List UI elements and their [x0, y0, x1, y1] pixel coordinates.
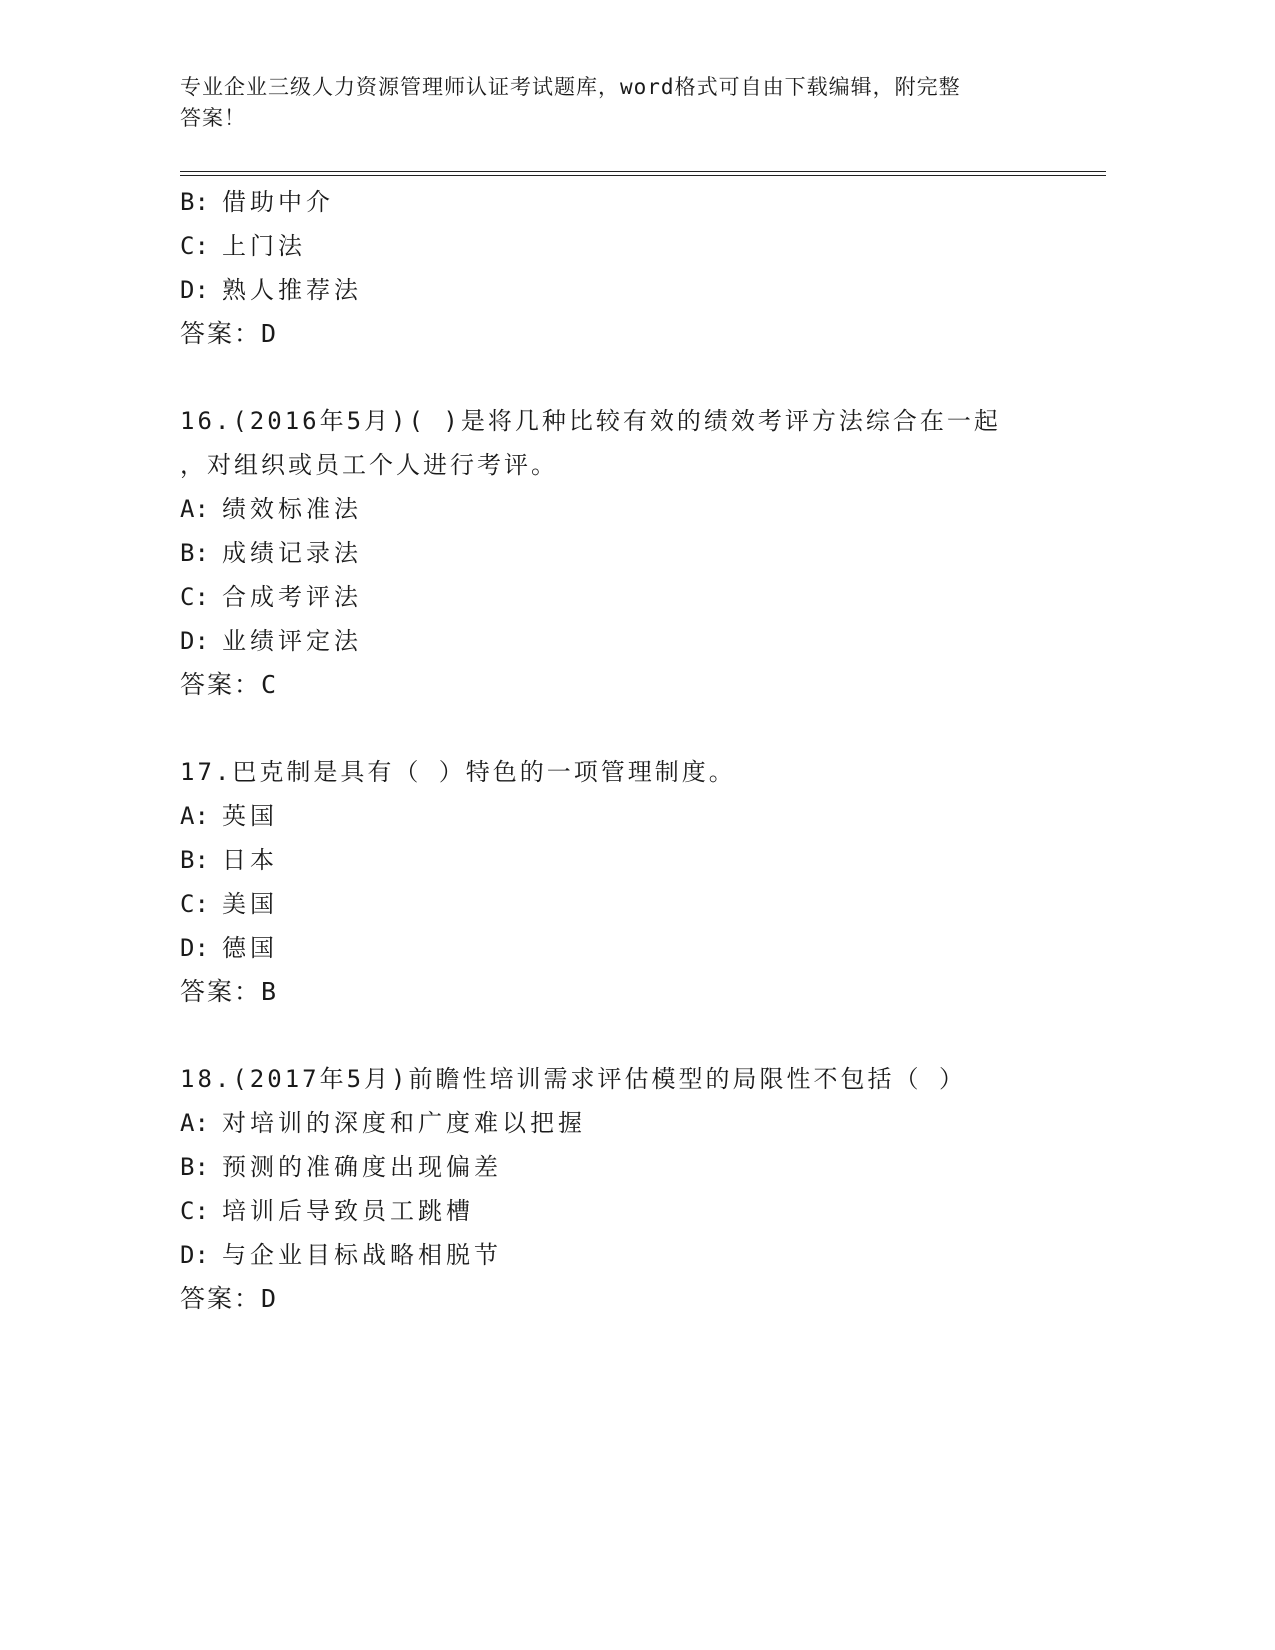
- option-a: [180, 487, 1080, 531]
- spacer: [180, 707, 1080, 750]
- answer-line: 答案：D: [180, 1284, 279, 1313]
- option-text: 业绩评定法: [222, 627, 362, 655]
- option-label: D:: [180, 934, 209, 962]
- option-c: [180, 575, 1080, 619]
- option-text: 日本: [222, 846, 278, 874]
- option-text: 合成考评法: [222, 583, 362, 611]
- option-a: [180, 1101, 1080, 1145]
- page-header: [180, 72, 1040, 134]
- option-b: [180, 838, 1080, 882]
- option-b: [180, 1145, 1080, 1189]
- option-text: 德国: [222, 934, 278, 962]
- question-stem-line: 16.(2016年5月)( )是将几种比较有效的绩效考评方法综合在一起: [180, 407, 1001, 435]
- question-stem-line: 17.巴克制是具有（ ）特色的一项管理制度。: [180, 758, 736, 786]
- option-d: [180, 268, 1080, 312]
- option-label: B:: [180, 1153, 209, 1181]
- question-17: [180, 750, 1080, 1014]
- option-b: [180, 180, 1080, 224]
- option-text: 绩效标准法: [222, 495, 362, 523]
- header-divider: [180, 171, 1106, 176]
- option-c: [180, 1189, 1080, 1233]
- option-text: 英国: [222, 802, 278, 830]
- option-text: 美国: [222, 890, 278, 918]
- option-label: B:: [180, 188, 209, 216]
- option-text: 预测的准确度出现偏差: [222, 1153, 502, 1181]
- question-16: [180, 399, 1080, 707]
- option-label: B:: [180, 539, 209, 567]
- answer-line: 答案：C: [180, 670, 279, 699]
- option-label: C:: [180, 232, 209, 260]
- question-stem-line: 18.(2017年5月)前瞻性培训需求评估模型的局限性不包括（ ）: [180, 1065, 966, 1093]
- option-d: [180, 619, 1080, 663]
- option-label: A:: [180, 1109, 209, 1137]
- option-label: D:: [180, 276, 209, 304]
- option-b: [180, 531, 1080, 575]
- option-c: [180, 882, 1080, 926]
- option-d: [180, 926, 1080, 970]
- option-text: 与企业目标战略相脱节: [222, 1241, 502, 1269]
- spacer: [180, 1014, 1080, 1057]
- option-d: [180, 1233, 1080, 1277]
- option-text: 上门法: [222, 232, 306, 260]
- question-18: [180, 1057, 1080, 1321]
- option-c: [180, 224, 1080, 268]
- option-label: A:: [180, 802, 209, 830]
- answer-line: 答案：B: [180, 977, 279, 1006]
- question-content: [180, 180, 1080, 1321]
- spacer: [180, 356, 1080, 399]
- option-label: C:: [180, 890, 209, 918]
- option-text: 熟人推荐法: [222, 276, 362, 304]
- option-text: 成绩记录法: [222, 539, 362, 567]
- answer-line: 答案：D: [180, 319, 279, 348]
- option-text: 借助中介: [222, 188, 334, 216]
- option-label: D:: [180, 627, 209, 655]
- option-label: B:: [180, 846, 209, 874]
- option-text: 对培训的深度和广度难以把握: [222, 1109, 586, 1137]
- option-a: [180, 794, 1080, 838]
- header-line-1: 专业企业三级人力资源管理师认证考试题库，word格式可自由下载编辑，附完整: [180, 75, 961, 99]
- header-line-2: 答案！: [180, 106, 246, 130]
- option-label: C:: [180, 583, 209, 611]
- option-label: A:: [180, 495, 209, 523]
- prev-question-block: [180, 180, 1080, 356]
- question-stem-line: ，对组织或员工个人进行考评。: [180, 451, 558, 479]
- option-text: 培训后导致员工跳槽: [222, 1197, 474, 1225]
- option-label: D:: [180, 1241, 209, 1269]
- option-label: C:: [180, 1197, 209, 1225]
